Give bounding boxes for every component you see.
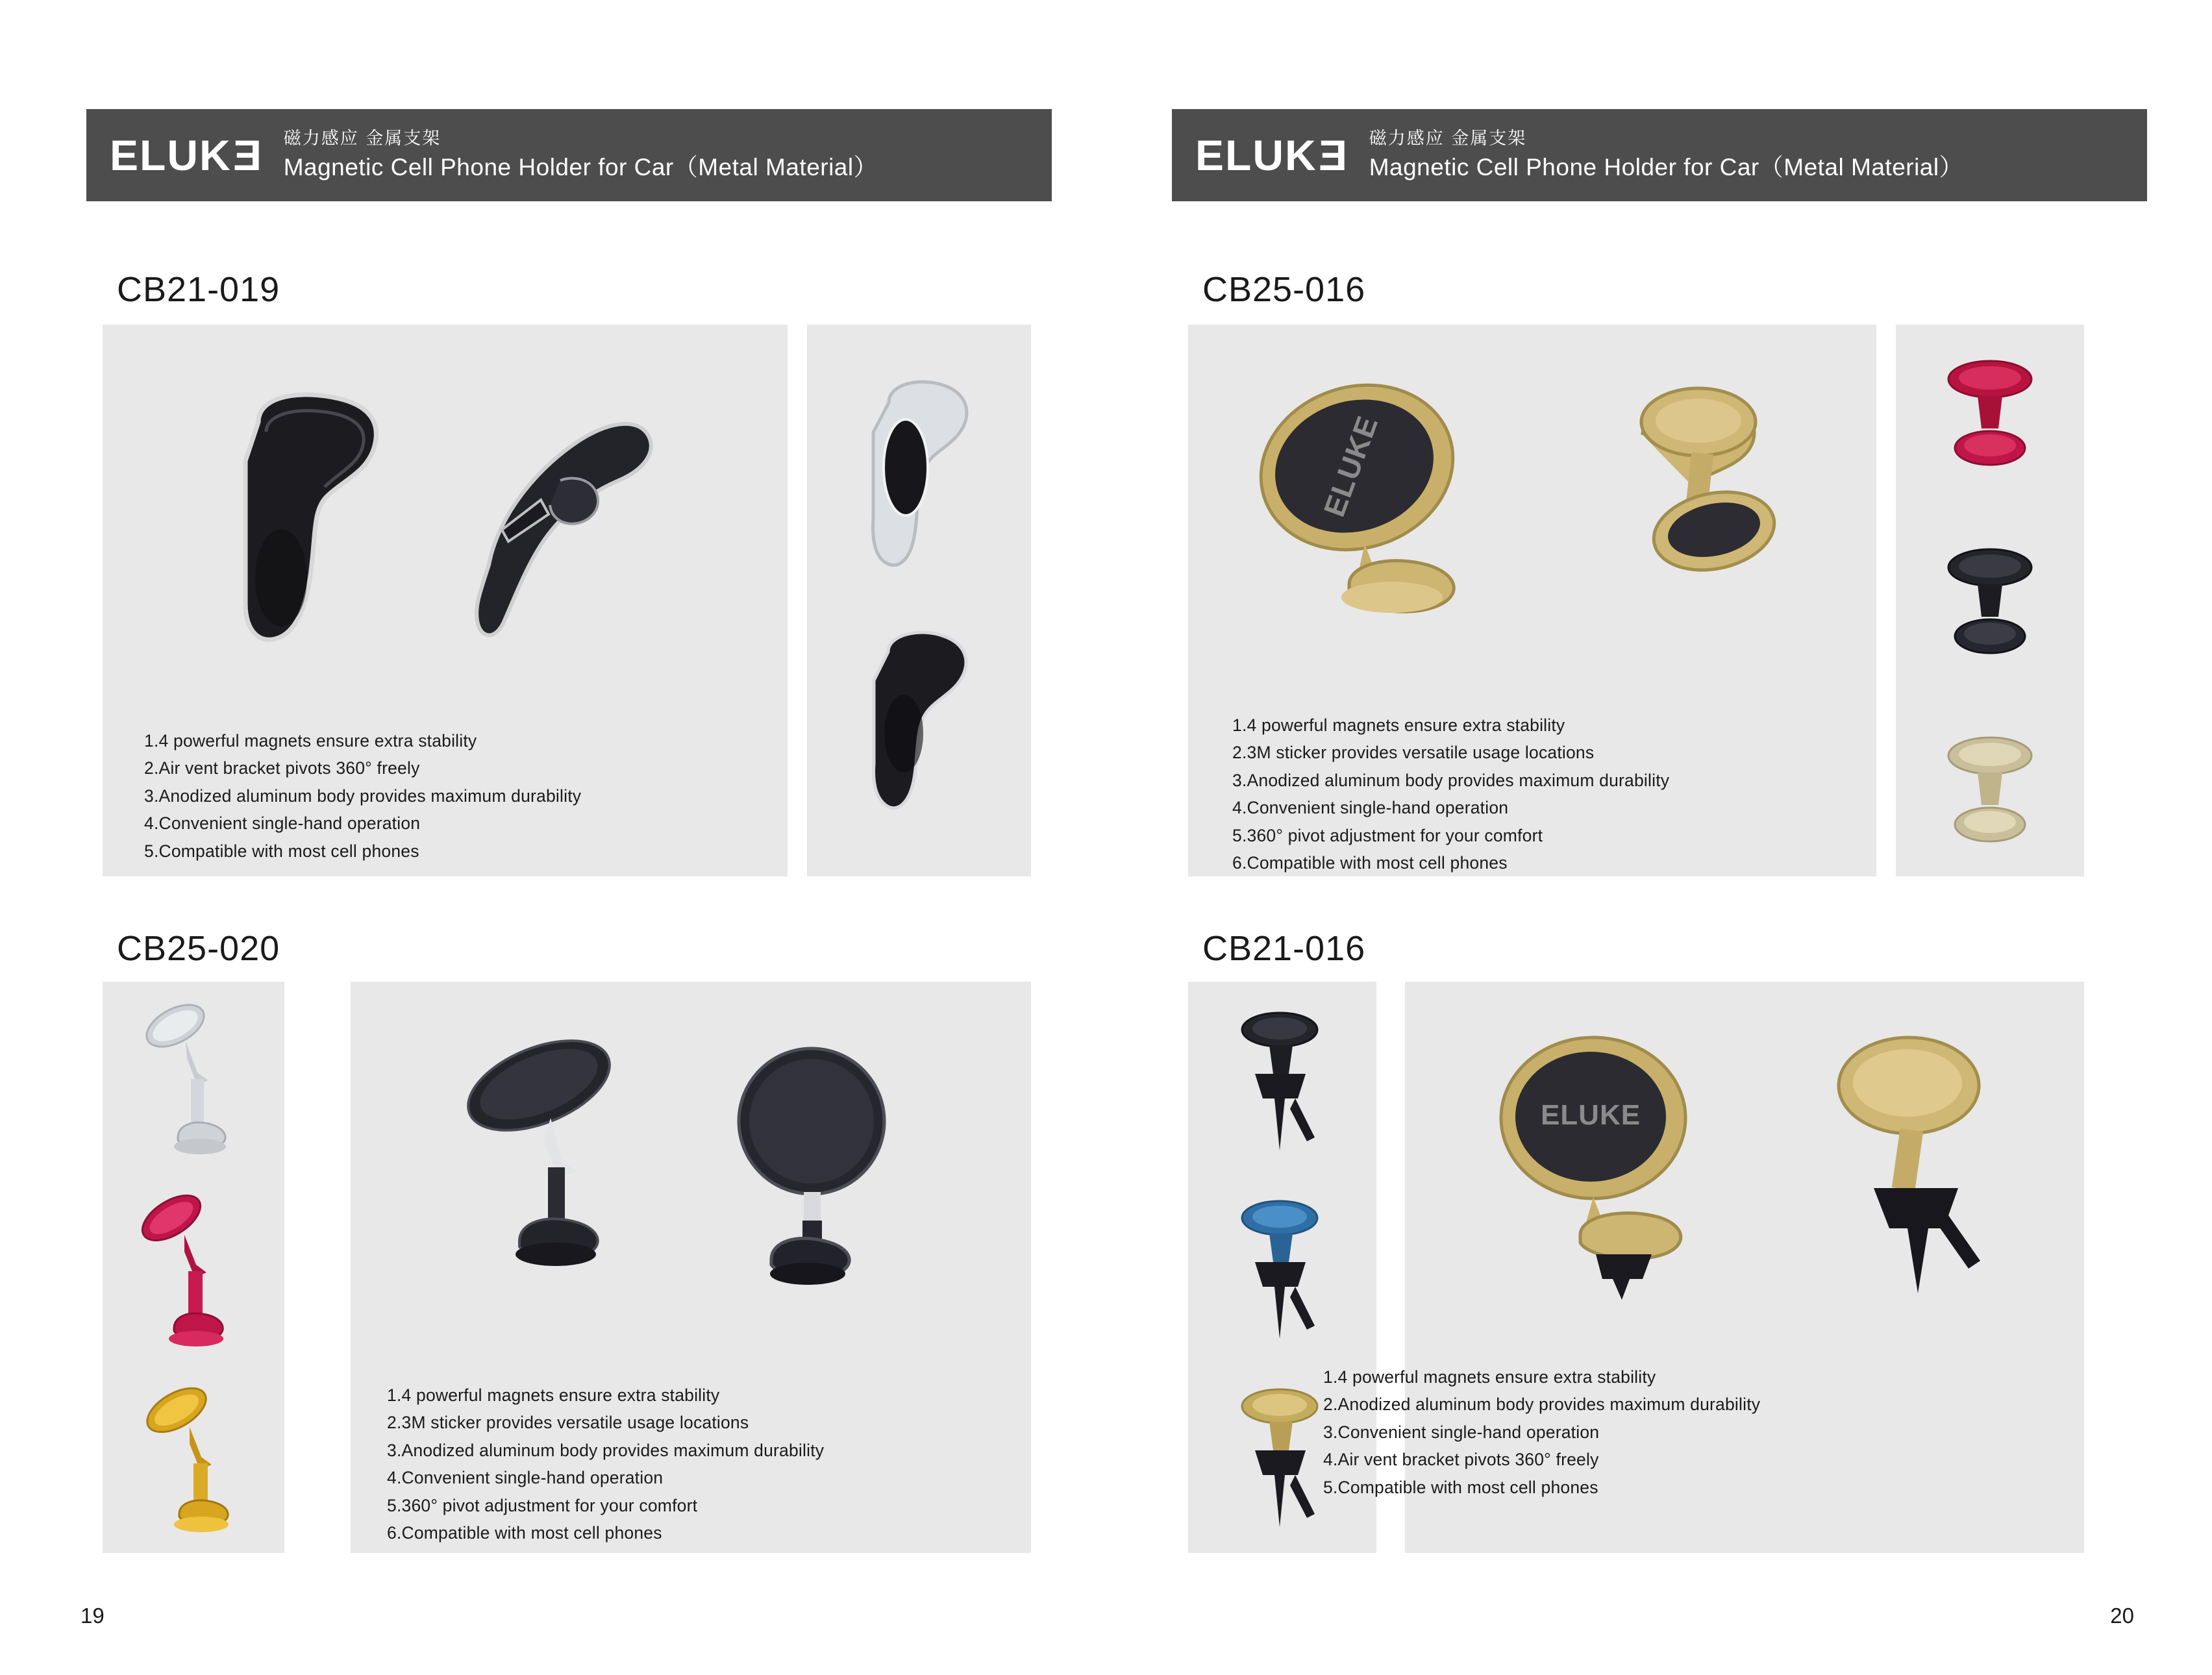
feature-item: 3.Anodized aluminum body provides maximum durability	[387, 1440, 825, 1460]
tagline-english: Magnetic Cell Phone Holder for Car（Metal Material）	[1369, 153, 1964, 180]
product-image-cb21-016-gold-clip	[1795, 1014, 2041, 1300]
brand-header-left	[86, 109, 1052, 201]
feature-item: 4.Convenient single-hand operation	[1232, 798, 1509, 818]
product-image-cb25-016-red	[1922, 351, 2058, 500]
product-image-cb25-020-red	[129, 1189, 258, 1365]
brand-tagline-right	[1369, 128, 1963, 182]
feature-item: 5.Compatible with most cell phones	[144, 841, 419, 861]
product-image-cb25-016-gold-tilted	[1227, 370, 1539, 643]
product-image-cb25-020-silver	[135, 1001, 258, 1170]
feature-item: 1.4 powerful magnets ensure extra stability	[387, 1385, 720, 1405]
product-image-cb21-016-gold-front	[1457, 1021, 1756, 1300]
brand-logo-text: ELUK	[1195, 131, 1317, 179]
feature-item: 2.Anodized aluminum body provides maximum durability	[1323, 1395, 1761, 1415]
product-brandmark: ELUKE	[1540, 1099, 1641, 1131]
feature-item: 4.Convenient single-hand operation	[144, 813, 421, 834]
sku-title-cb21-016: CB21-016	[1202, 929, 1366, 968]
product-image-cb21-016-blue	[1217, 1189, 1347, 1365]
product-image-cb25-016-champagne	[1922, 727, 2058, 876]
feature-item: 5.360° pivot adjustment for your comfort	[1232, 825, 1543, 845]
feature-item: 6.Compatible with most cell phones	[1232, 852, 1508, 873]
product-image-cb25-020-gold	[134, 1384, 264, 1546]
feature-item: 1.4 powerful magnets ensure extra stability	[144, 731, 477, 751]
feature-item: 3.Anodized aluminum body provides maximum durability	[1232, 770, 1670, 790]
feature-item: 1.4 powerful magnets ensure extra stability	[1232, 715, 1565, 735]
feature-list-cb25-016	[1232, 712, 1669, 876]
tagline-chinese: 磁力感应 金属支架	[283, 129, 441, 149]
product-image-cb25-016-gold-standing	[1591, 370, 1824, 643]
feature-list-cb21-016	[1323, 1363, 1760, 1501]
product-image-cb21-016-black	[1217, 1001, 1347, 1176]
product-brandmark: ELUKE	[1317, 411, 1385, 521]
product-image-cb21-019-side	[463, 403, 671, 649]
page-number-left: 19	[81, 1604, 105, 1628]
feature-item: 4.Air vent bracket pivots 360° freely	[1323, 1450, 1599, 1470]
feature-item: 1.4 powerful magnets ensure extra stability	[1323, 1367, 1656, 1387]
brand-logo-mirrored-e: E	[1317, 131, 1347, 179]
tagline-chinese: 磁力感应 金属支架	[1369, 129, 1527, 149]
feature-item: 2.3M sticker provides versatile usage locations	[1232, 743, 1595, 763]
product-image-cb25-016-black	[1922, 539, 2058, 688]
feature-item: 5.Compatible with most cell phones	[1323, 1477, 1598, 1497]
feature-item: 6.Compatible with most cell phones	[387, 1522, 662, 1543]
product-photo-panel-cb21-019-variants	[807, 325, 1031, 876]
page-number-right: 20	[2110, 1604, 2134, 1628]
feature-item: 2.3M sticker provides versatile usage locations	[387, 1413, 749, 1433]
feature-item: 3.Convenient single-hand operation	[1323, 1422, 1600, 1442]
brand-tagline-left	[284, 128, 878, 182]
sku-title-cb25-016: CB25-016	[1202, 270, 1366, 309]
brand-header-right	[1172, 109, 2147, 201]
feature-item: 5.360° pivot adjustment for your comfort	[387, 1495, 698, 1515]
product-image-cb25-020-front	[721, 1034, 915, 1306]
product-photo-panel-cb25-016-variants	[1896, 325, 2084, 876]
brand-logo-mirrored-e: E	[231, 131, 262, 179]
product-image-cb25-020-tilted	[441, 1027, 675, 1300]
feature-item: 3.Anodized aluminum body provides maximum durability	[144, 786, 582, 806]
feature-item: 2.Air vent bracket pivots 360° freely	[144, 758, 420, 778]
catalog-page-right	[1106, 0, 2212, 1675]
feature-list-cb25-020	[387, 1382, 824, 1546]
product-image-cb21-019-black	[862, 623, 982, 818]
brand-logo-text: ELUK	[110, 131, 232, 179]
feature-item: 4.Convenient single-hand operation	[387, 1468, 664, 1488]
sku-title-cb25-020: CB25-020	[117, 929, 280, 968]
tagline-english: Magnetic Cell Phone Holder for Car（Metal Material）	[283, 153, 878, 180]
product-image-cb21-019-front	[219, 383, 414, 656]
brand-logo-right	[1195, 131, 1347, 179]
product-image-cb21-019-silver	[859, 370, 979, 578]
brand-logo-left	[110, 131, 262, 179]
feature-list-cb21-019	[144, 727, 581, 865]
sku-title-cb21-019: CB21-019	[117, 270, 280, 309]
product-photo-panel-cb25-020-variants	[103, 982, 284, 1553]
